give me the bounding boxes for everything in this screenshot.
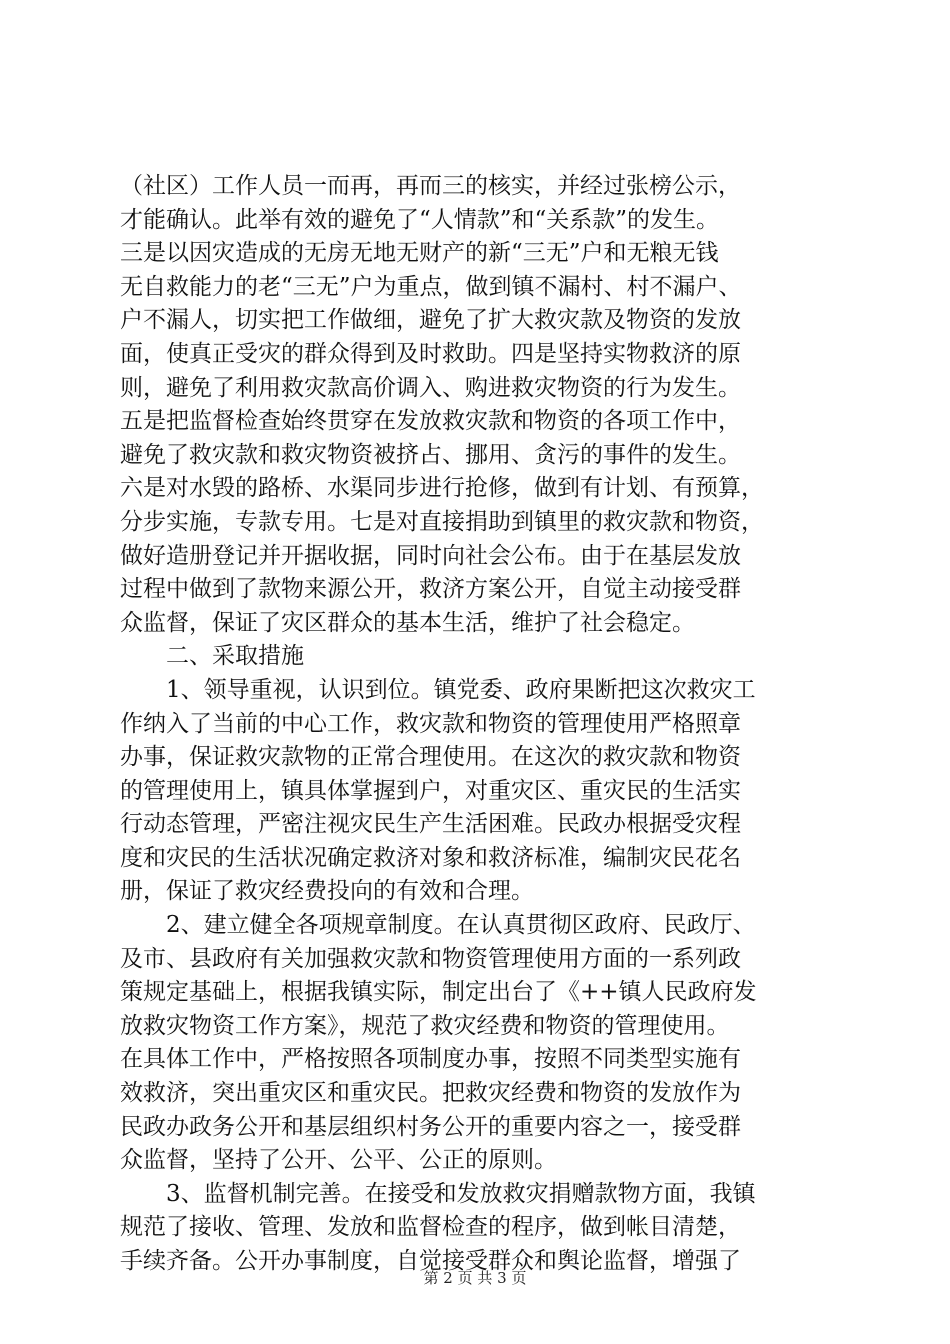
text-line: 1、领导重视，认识到位。镇党委、政府果断把这次救灾工 bbox=[120, 676, 756, 703]
text-line: 在具体工作中，严格按照各项制度办事，按照不同类型实施有 bbox=[120, 1046, 741, 1073]
text-line: 3、监督机制完善。在接受和发放救灾捐赠款物方面，我镇 bbox=[120, 1180, 756, 1207]
text-line: 无自救能力的老“三无”户为重点，做到镇不漏村、村不漏户、 bbox=[120, 273, 742, 300]
text-line: 分步实施，专款专用。七是对直接捐助到镇里的救灾款和物资， bbox=[120, 508, 764, 535]
text-line: 众监督，保证了灾区群众的基本生活，维护了社会稳定。 bbox=[120, 609, 695, 636]
text-line: 册，保证了救灾经费投向的有效和合理。 bbox=[120, 878, 534, 905]
text-line: 做好造册登记并开据收据，同时向社会公布。由于在基层发放 bbox=[120, 542, 741, 569]
text-line: 民政办政务公开和基层组织村务公开的重要内容之一，接受群 bbox=[120, 1113, 741, 1140]
text-line: 众监督，坚持了公开、公平、公正的原则。 bbox=[120, 1147, 557, 1174]
text-line: 则，避免了利用救灾款高价调入、购进救灾物资的行为发生。 bbox=[120, 374, 741, 401]
text-line: 度和灾民的生活状况确定救济对象和救济标准，编制灾民花名 bbox=[120, 844, 741, 871]
text-line: 办事，保证救灾款物的正常合理使用。在这次的救灾款和物资 bbox=[120, 744, 741, 771]
text-line: 过程中做到了款物来源公开，救济方案公开，自觉主动接受群 bbox=[120, 576, 741, 603]
text-line: 放救灾物资工作方案》，规范了救灾经费和物资的管理使用。 bbox=[120, 1012, 730, 1039]
text-line: 户不漏人，切实把工作做细，避免了扩大救灾款及物资的发放 bbox=[120, 307, 741, 334]
text-line: 手续齐备。公开办事制度，自觉接受群众和舆论监督，增强了 bbox=[120, 1248, 741, 1274]
text-line: 避免了救灾款和救灾物资被挤占、挪用、贪污的事件的发生。 bbox=[120, 441, 741, 468]
text-line: 2、建立健全各项规章制度。在认真贯彻区政府、民政厅、 bbox=[120, 912, 756, 939]
text-line: 的管理使用上，镇具体掌握到户，对重灾区、重灾民的生活实 bbox=[120, 777, 741, 804]
text-line: 策规定基础上，根据我镇实际，制定出台了《++镇人民政府发 bbox=[120, 979, 757, 1006]
text-line: （社区）工作人员一而再，再而三的核实，并经过张榜公示， bbox=[120, 173, 741, 199]
text-line: 作纳入了当前的中心工作，救灾款和物资的管理使用严格照章 bbox=[120, 710, 741, 737]
page-footer: 第 2 页 共 3 页 bbox=[423, 1269, 527, 1287]
text-line: 三是以因灾造成的无房无地无财产的新“三无”户和无粮无钱 bbox=[120, 240, 719, 267]
text-line: 才能确认。此举有效的避免了“人情款”和“关系款”的发生。 bbox=[120, 206, 720, 233]
text-line: 六是对水毁的路桥、水渠同步进行抢修，做到有计划、有预算， bbox=[120, 475, 764, 502]
text-line: 二、采取措施 bbox=[120, 643, 304, 670]
text-line: 效救济，突出重灾区和重灾民。把救灾经费和物资的发放作为 bbox=[120, 1080, 741, 1107]
text-line: 行动态管理，严密注视灾民生产生活困难。民政办根据受灾程 bbox=[120, 811, 741, 838]
text-line: 五是把监督检查始终贯穿在发放救灾款和物资的各项工作中， bbox=[120, 408, 741, 435]
text-line: 规范了接收、管理、发放和监督检查的程序，做到帐目清楚， bbox=[120, 1214, 741, 1241]
text-line: 面，使真正受灾的群众得到及时救助。四是坚持实物救济的原 bbox=[120, 340, 741, 367]
text-line: 及市、县政府有关加强救灾款和物资管理使用方面的一系列政 bbox=[120, 945, 741, 972]
document-body bbox=[120, 170, 840, 1279]
